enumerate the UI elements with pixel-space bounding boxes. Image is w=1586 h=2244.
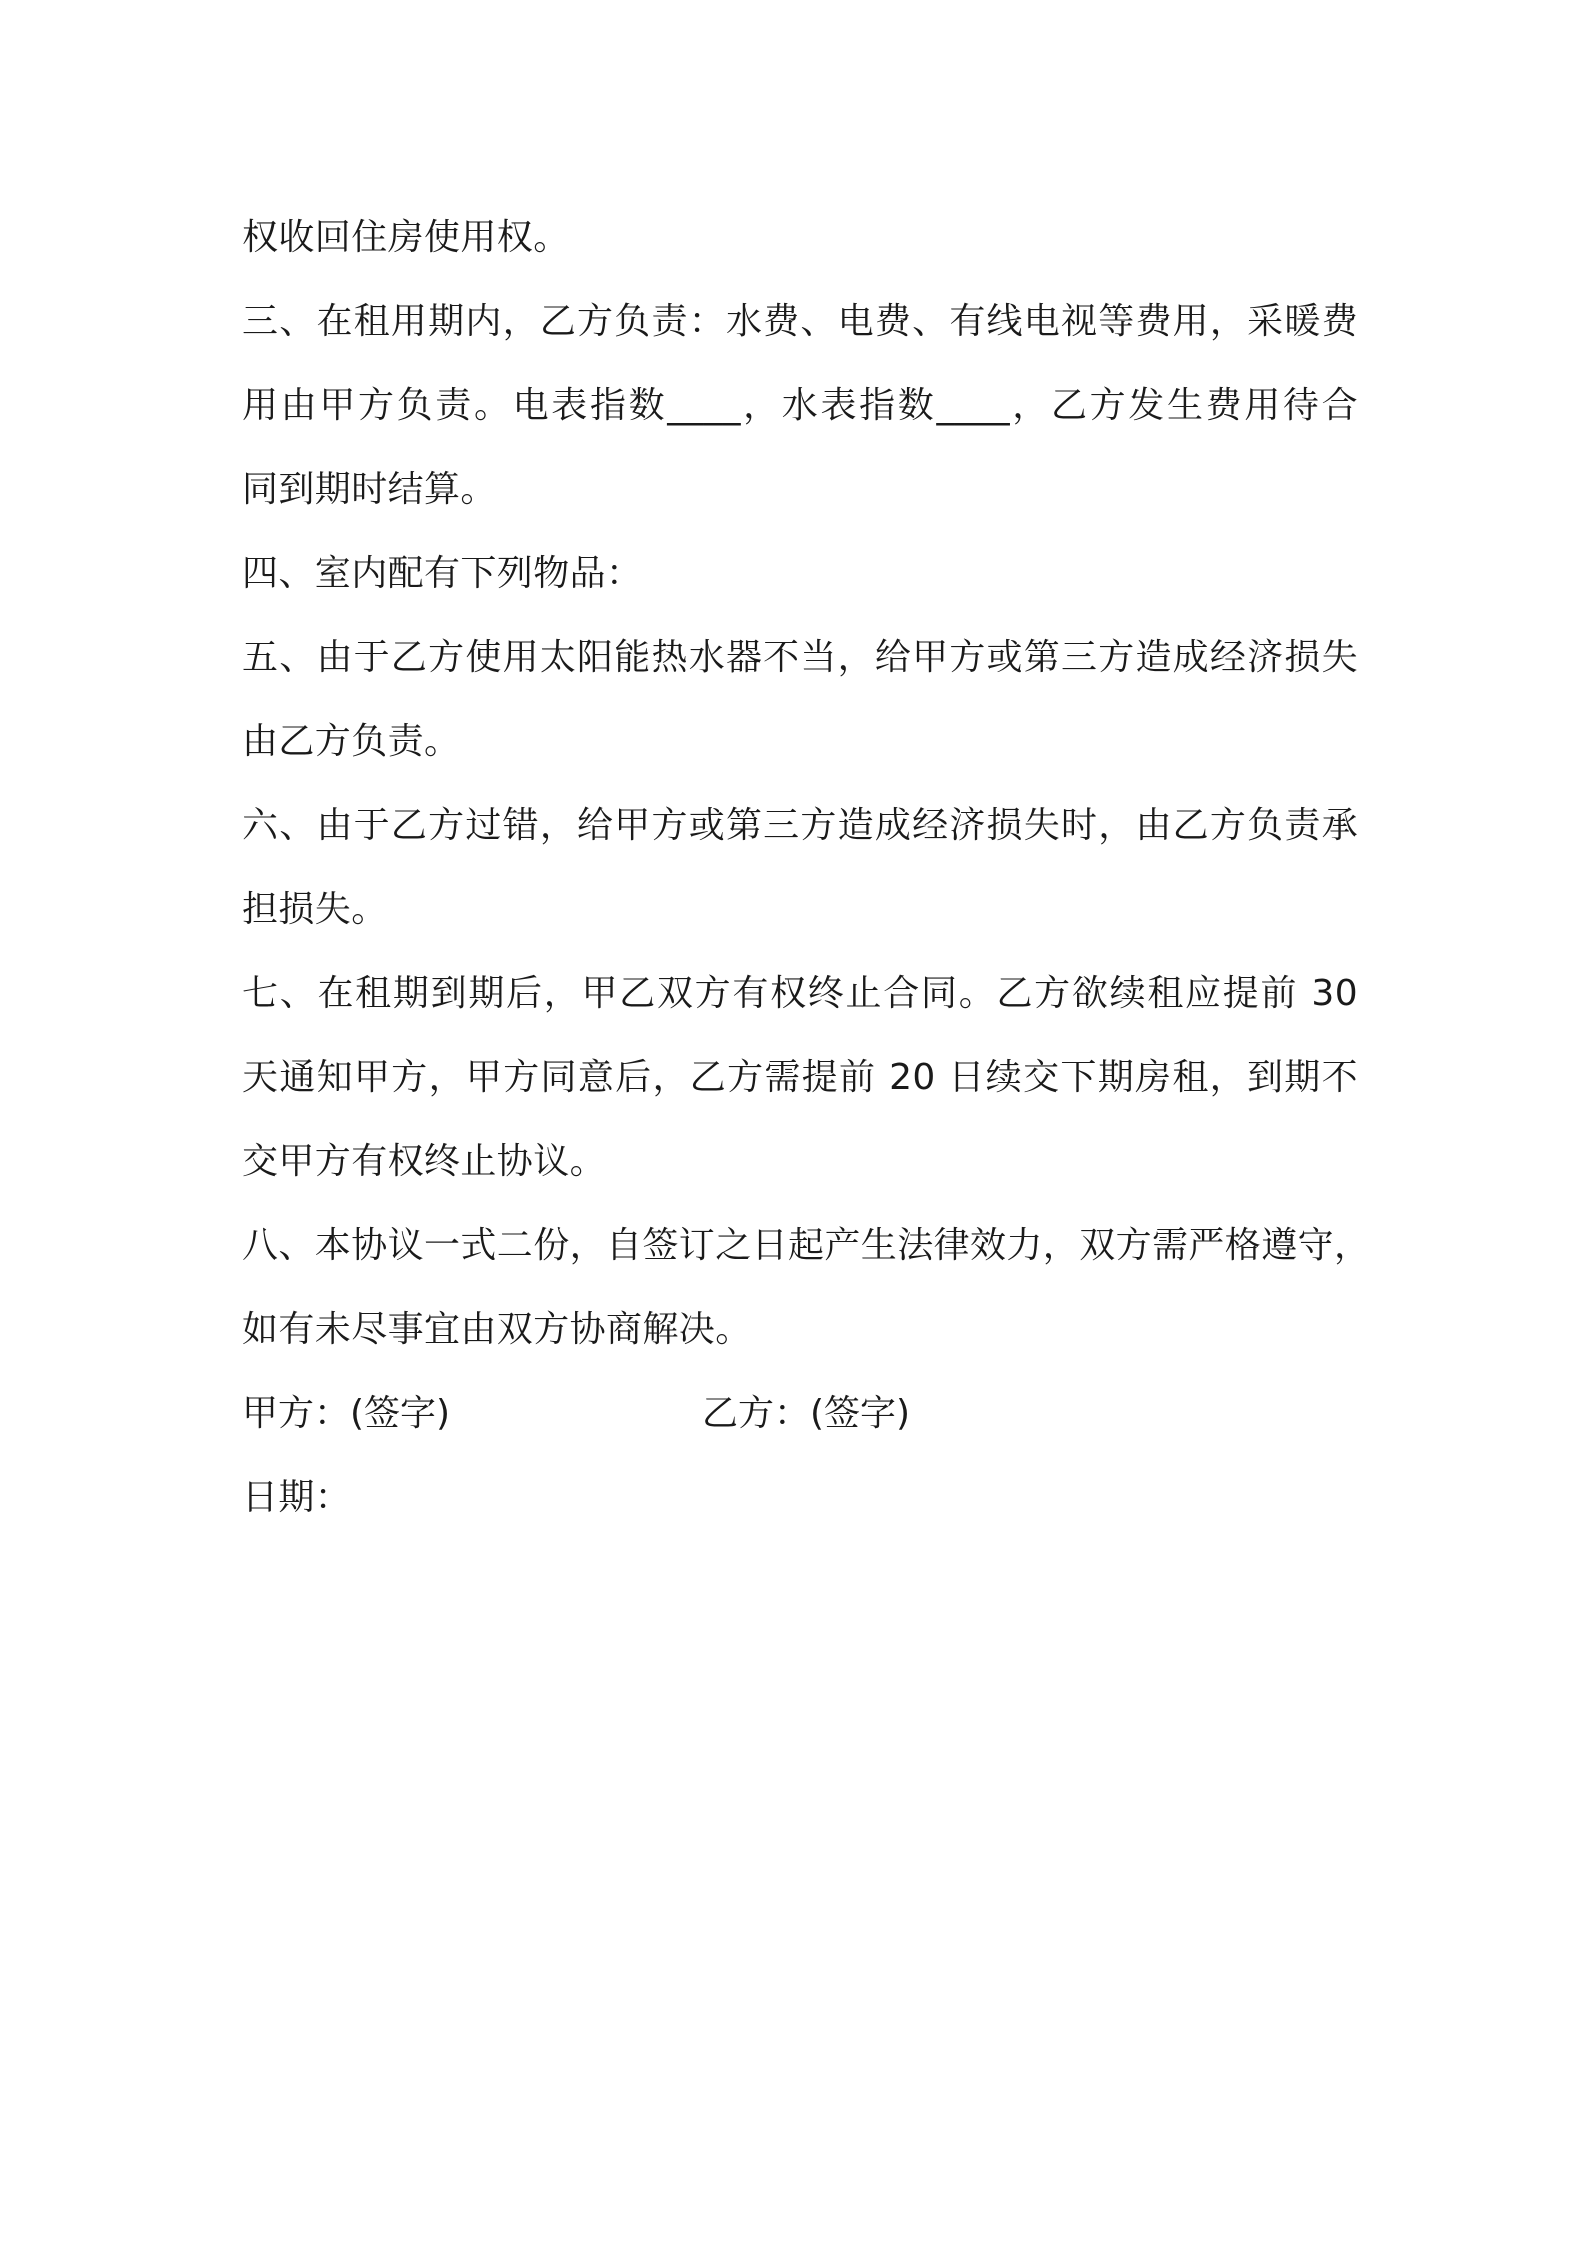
paragraph-line: 八、本协议一式二份，自签订之日起产生法律效力，双方需严格遵守， [242, 1225, 1371, 1266]
clause-five [242, 616, 1362, 784]
date-label: 日期： [242, 1477, 352, 1518]
paragraph-line: 四、室内配有下列物品： [242, 553, 643, 594]
paragraph-line: 用由甲方负责。电表指数____，水表指数____，乙方发生费用待合 [242, 385, 1358, 426]
clause-six [242, 784, 1362, 952]
party-b-signature-label: 乙方：(签字) [702, 1393, 911, 1434]
paragraph-line: 五、由于乙方使用太阳能热水器不当，给甲方或第三方造成经济损失 [242, 637, 1358, 678]
paragraph-line: 担损失。 [242, 889, 388, 930]
clause-seven [242, 952, 1362, 1204]
party-a-signature-label: 甲方：(签字) [242, 1393, 451, 1434]
paragraph-line: 六、由于乙方过错，给甲方或第三方造成经济损失时，由乙方负责承 [242, 805, 1358, 846]
clause-three [242, 280, 1362, 532]
paragraph-line: 由乙方负责。 [242, 721, 461, 762]
clause-eight [242, 1204, 1371, 1372]
paragraph-line: 天通知甲方，甲方同意后，乙方需提前 20 日续交下期房租，到期不 [242, 1057, 1358, 1098]
document-body [242, 196, 1371, 1540]
clause-four [242, 532, 1362, 616]
paragraph-line: 三、在租用期内，乙方负责：水费、电费、有线电视等费用，采暖费 [242, 301, 1358, 342]
paragraph-line: 交甲方有权终止协议。 [242, 1141, 607, 1182]
signature-row [242, 1372, 1362, 1456]
paragraph-line: 权收回住房使用权。 [242, 217, 570, 258]
paragraph-continuation [242, 196, 1362, 280]
paragraph-line: 同到期时结算。 [242, 469, 497, 510]
paragraph-line: 如有未尽事宜由双方协商解决。 [242, 1309, 752, 1350]
paragraph-line: 七、在租期到期后，甲乙双方有权终止合同。乙方欲续租应提前 30 [242, 973, 1358, 1014]
